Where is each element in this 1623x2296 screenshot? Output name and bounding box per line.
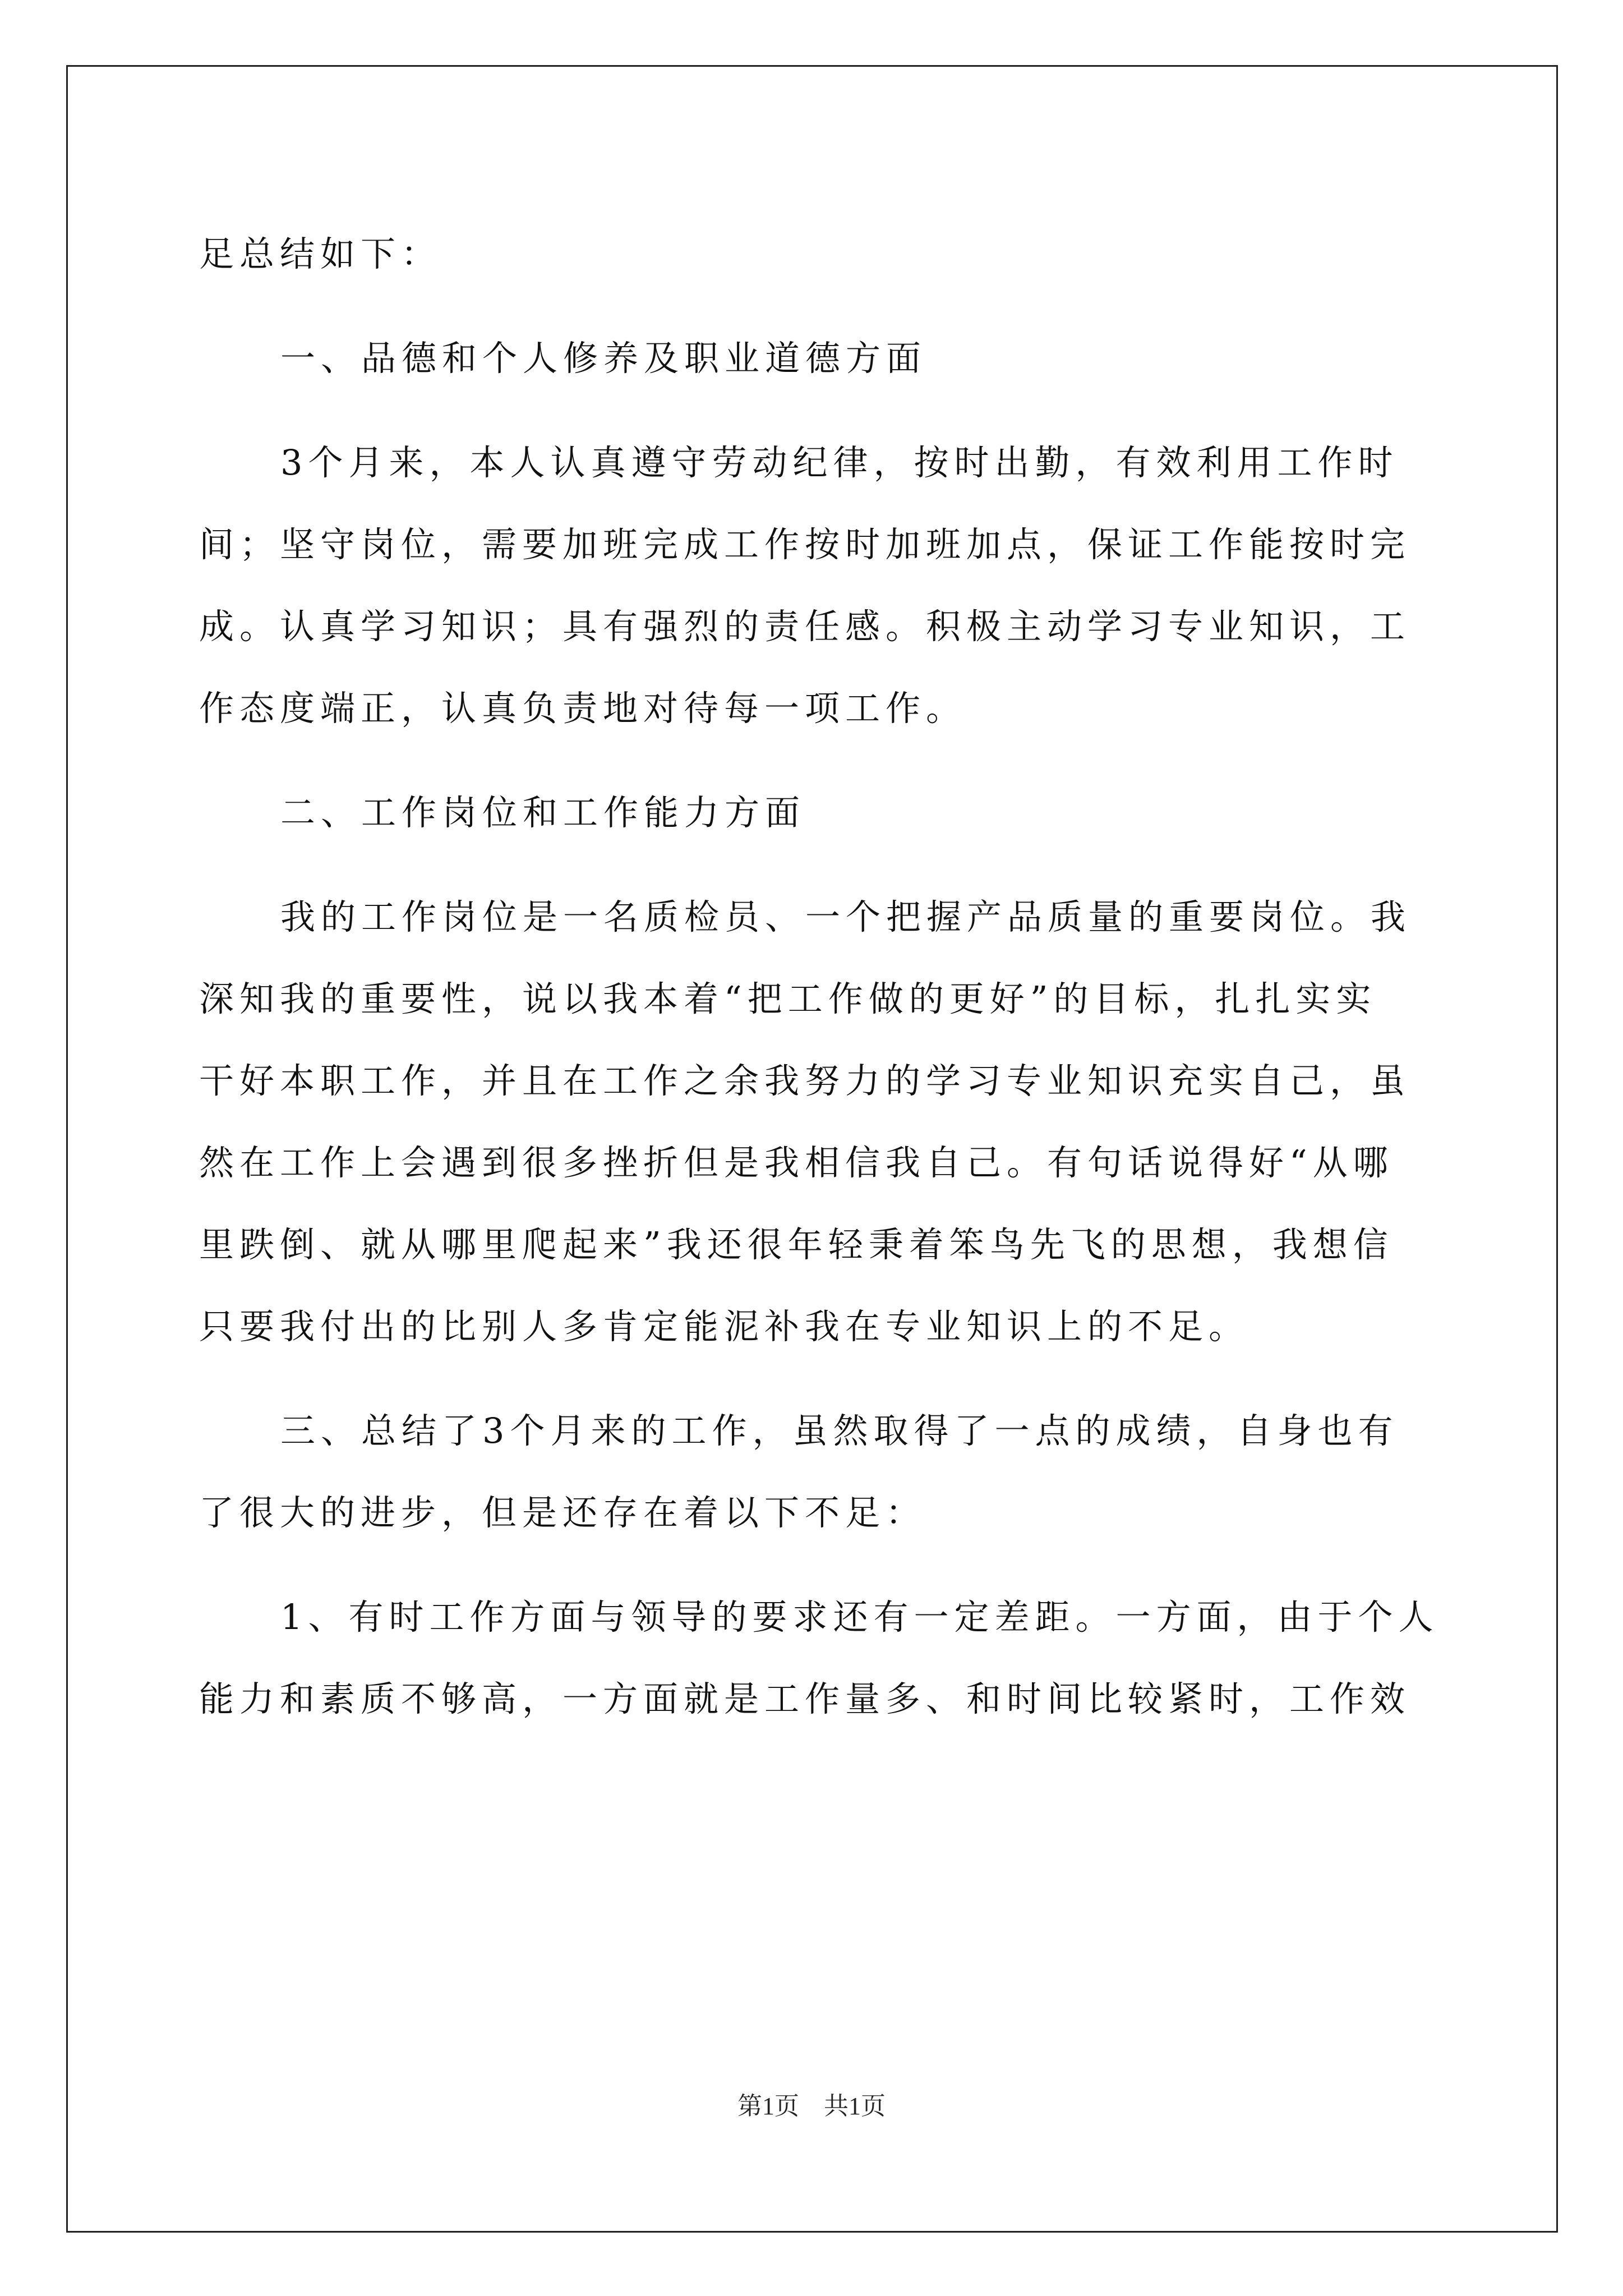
text-line: 深知我的重要性，说以我本着“把工作做的更好”的目标，扎扎实实 xyxy=(199,978,1377,1019)
text-line: 里跌倒、就从哪里爬起来”我还很年轻秉着笨鸟先飞的思想，我想信 xyxy=(199,1224,1394,1265)
page-number-total: 共1页 xyxy=(824,2092,886,2120)
text-line: 成。认真学习知识；具有强烈的责任感。积极主动学习专业知识，工 xyxy=(199,606,1411,647)
text-line: 能力和素质不够高，一方面就是工作量多、和时间比较紧时，工作效 xyxy=(199,1678,1411,1719)
text-line: 三、总结了3个月来的工作，虽然取得了一点的成绩，自身也有 xyxy=(280,1410,1399,1451)
text-line: 3个月来，本人认真遵守劳动纪律，按时出勤，有效利用工作时 xyxy=(280,442,1399,483)
text-line: 只要我付出的比别人多肯定能泥补我在专业知识上的不足。 xyxy=(199,1306,1249,1347)
text-line: 二、工作岗位和工作能力方面 xyxy=(280,792,806,833)
text-line: 我的工作岗位是一名质检员、一个把握产品质量的重要岗位。我 xyxy=(280,896,1412,937)
text-line: 间；坚守岗位，需要加班完成工作按时加班加点，保证工作能按时完 xyxy=(199,524,1411,565)
paragraph xyxy=(199,1390,1424,1554)
text-line: 作态度端正，认真负责地对待每一项工作。 xyxy=(199,688,967,729)
paragraph xyxy=(199,1576,1439,1740)
paragraph xyxy=(199,213,1424,295)
paragraph xyxy=(199,422,1424,749)
text-line: 然在工作上会遇到很多挫折但是我相信我自己。有句话说得好“从哪 xyxy=(199,1142,1394,1183)
text-line: 足总结如下： xyxy=(199,233,442,274)
section-heading xyxy=(199,772,1424,854)
page-number-current: 第1页 xyxy=(737,2092,799,2120)
document-body xyxy=(199,213,1439,1740)
text-line: 一、品德和个人修养及职业道德方面 xyxy=(280,338,927,379)
paragraph xyxy=(199,876,1424,1368)
page-footer xyxy=(0,2086,1623,2122)
text-line: 1、有时工作方面与领导的要求还有一定差距。一方面，由于个人 xyxy=(280,1596,1439,1637)
text-line: 干好本职工作，并且在工作之余我努力的学习专业知识充实自己，虽 xyxy=(199,1060,1411,1101)
section-heading xyxy=(199,318,1424,399)
text-line: 了很大的进步，但是还存在着以下不足： xyxy=(199,1492,926,1533)
